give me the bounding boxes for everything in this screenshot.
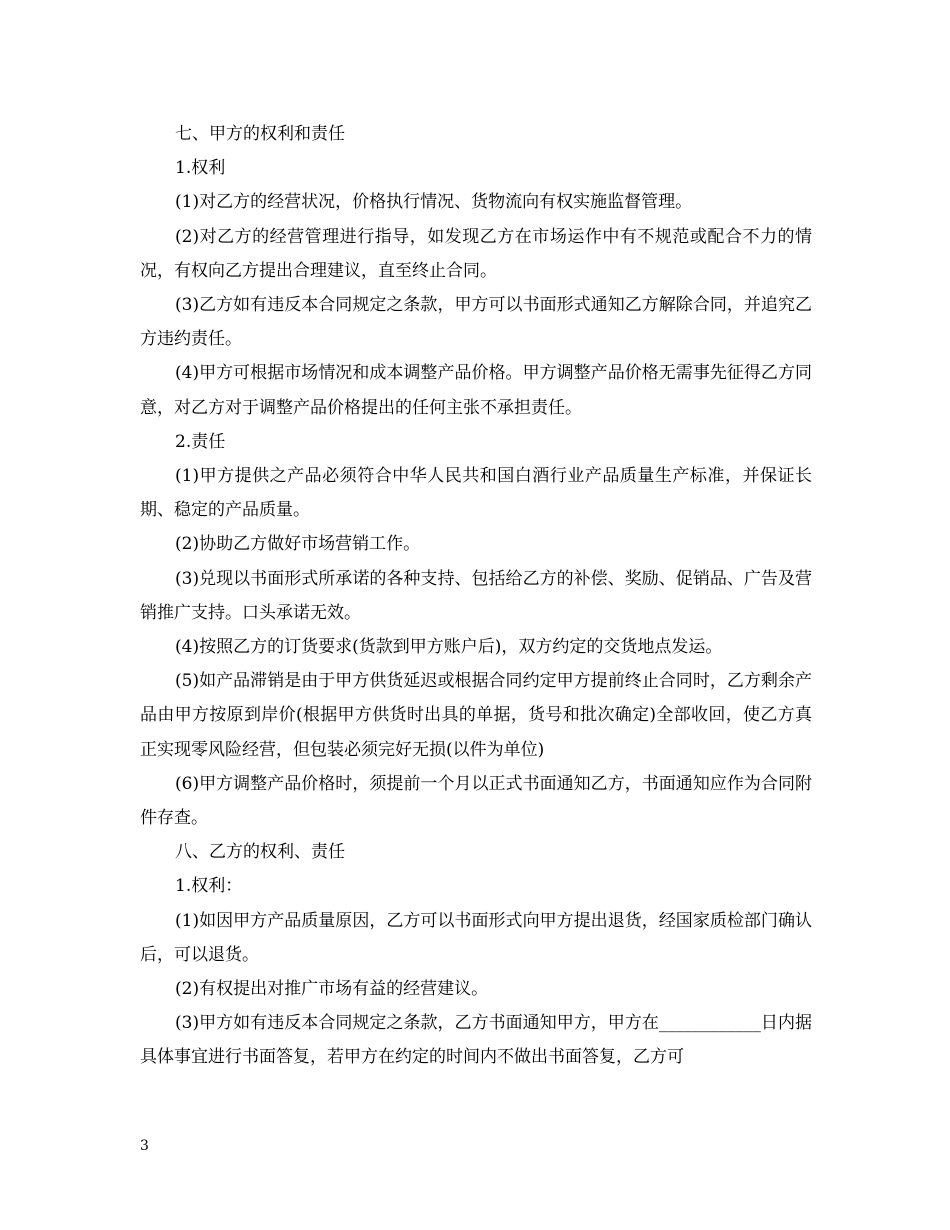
subheading-responsibilities: 2.责任 — [175, 431, 226, 452]
clause-paragraph: (2)有权提出对推广市场有益的经营建议。 — [175, 979, 489, 1000]
clause-paragraph: (1)甲方提供之产品必须符合中华人民共和国白酒行业产品质量生产标准，并保证长期、稳定的产品质量。 — [140, 466, 812, 521]
clause-paragraph: (5)如产品滞销是由于甲方供货延迟或根据合同约定甲方提前终止合同时，乙方剩余产品由甲方按原到岸价(根据甲方供货时出具的单据，货号和批次确定)全部收回，使乙方真正实现零风险经营，但包装必须完好无损(以件为单位) — [140, 671, 812, 760]
clause-paragraph: (3)兑现以书面形式所承诺的各种支持、包括给乙方的补偿、奖励、促销品、广告及营销推广支持。口头承诺无效。 — [140, 568, 812, 623]
subheading-rights: 1.权利： — [175, 876, 243, 897]
clause-paragraph: (4)按照乙方的订货要求(货款到甲方账户后)，双方约定的交货地点发运。 — [175, 637, 723, 658]
clause-paragraph: (2)协助乙方做好市场营销工作。 — [175, 534, 421, 555]
clause-paragraph: (3)乙方如有违反本合同规定之条款，甲方可以书面形式通知乙方解除合同，并追究乙方违约责任。 — [140, 295, 812, 350]
clause-paragraph: (2)对乙方的经营管理进行指导，如发现乙方在市场运作中有不规范或配合不力的情况，有权向乙方提出合理建议，直至终止合同。 — [140, 226, 812, 281]
subheading-rights: 1.权利 — [175, 158, 226, 179]
section-heading-7: 七、甲方的权利和责任 — [175, 124, 345, 144]
clause-paragraph: (4)甲方可根据市场情况和成本调整产品价格。甲方调整产品价格无需事先征得乙方同意，对乙方对于调整产品价格提出的任何主张不承担责任。 — [140, 363, 812, 418]
document-body — [140, 117, 812, 1075]
clause-paragraph: (1)如因甲方产品质量原因，乙方可以书面形式向甲方提出退货，经国家质检部门确认后，可以退货。 — [140, 910, 812, 965]
clause-paragraph: (3)甲方如有违反本合同规定之条款，乙方书面通知甲方，甲方在____________日内据具体事宜进行书面答复，若甲方在约定的时间内不做出书面答复，乙方可 — [140, 1013, 812, 1068]
page-number: 3 — [140, 1138, 149, 1154]
clause-paragraph: (6)甲方调整产品价格时，须提前一个月以正式书面通知乙方，书面通知应作为合同附件存查。 — [140, 773, 812, 829]
clause-paragraph: (1)对乙方的经营状况，价格执行情况、货物流向有权实施监督管理。 — [175, 192, 693, 213]
section-heading-8: 八、乙方的权利、责任 — [175, 842, 345, 863]
